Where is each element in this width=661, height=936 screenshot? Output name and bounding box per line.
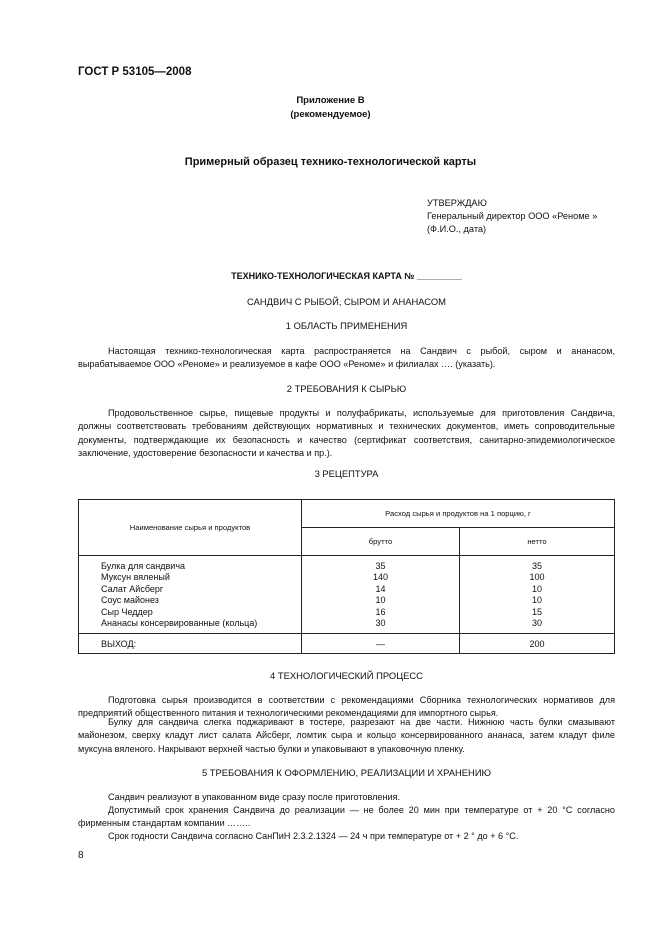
table-cell-brutto: 35 [375,561,386,571]
section-5-heading: 5 ТРЕБОВАНИЯ К ОФОРМЛЕНИЮ, РЕАЛИЗАЦИИ И ХРАНЕНИЮ [201,767,492,778]
table-cell-netto: 35 [531,561,542,571]
col-brutto-header: брутто [302,528,460,556]
table-cell-netto: 100 [529,572,545,583]
section-2-text: Продовольственное сырье, пищевые продукты и полуфабрикаты, используемые для приготовления Сандвича, должны соответствовать требованиям действующих нормативных и технических документов, иметь сопроводительные документы, подтверждающие их безопасность и качество (сертификат соответствия, санитарно-эпидемиологическое заключение, удостоверение безопасности и качества и пр.). [78,408,615,459]
col-usage-header: Расход сырья и продуктов на 1 порцию, г [302,500,615,528]
section-5-paragraph-1: Сандвич реализуют в упакованном виде сразу после приготовления. [108,792,401,802]
approval-word: УТВЕРЖДАЮ [427,198,487,208]
page-number: 8 [78,850,84,861]
ingredient-names [79,556,302,634]
section-1-text: Настоящая технико-технологическая карта распространяется на Сандвич с рыбой, сыром и ананасом, вырабатываемое ООО «Реноме» и реализуемое в кафе ООО «Реноме» и филиалах …. (указать). [78,346,615,370]
table-cell-brutto: 14 [375,583,386,594]
recipe-table [78,499,615,654]
document-code: ГОСТ Р 53105—2008 [78,66,192,78]
table-cell-brutto: 16 [375,606,386,617]
netto-values [460,556,615,634]
table-cell-netto: 10 [531,595,542,606]
section-3-heading: 3 РЕЦЕПТУРА [314,468,379,479]
approval-signature-note: (Ф.И.О., дата) [427,224,487,234]
table-row-name: Ананасы консервированные (кольца) [101,617,258,628]
table-cell-netto: 15 [531,606,542,617]
table-row-name: Булка для сандвича [101,561,186,571]
table-cell-brutto: 10 [375,595,386,606]
table-cell-netto: 30 [531,617,542,628]
card-title: ТЕХНИКО-ТЕХНОЛОГИЧЕСКАЯ КАРТА № _________ [231,271,462,281]
main-title: Примерный образец технико-технологической карты [184,156,477,168]
col-netto-header: нетто [460,528,615,556]
section-4-heading: 4 ТЕХНОЛОГИЧЕСКИЙ ПРОЦЕСС [270,670,423,681]
table-row-name: Соус майонез [101,595,159,606]
table-row-name: Сыр Чеддер [101,606,153,617]
section-4-paragraph-2: Булку для сандвича слегка поджаривают в тостере, разрезают на две части. Нижнюю часть булки смазывают майонезом, сверху кладут лист салата Айсберг, ломтик сыра и кольцо консервированного ананаса, затем кладут филе муксуна вяленого. Накрывают верхней частью булки и упаковывают в упаковочную пленку. [78,717,615,754]
table-cell-netto: 10 [531,583,542,594]
section-5-paragraph-3: Срок годности Сандвича согласно СанПиН 2.3.2.1324 — 24 ч при температуре от + 2 ° до + 6 °С. [108,831,519,841]
annex-subtitle: (рекомендуемое) [290,109,371,120]
output-brutto: — [302,634,460,654]
output-label: ВЫХОД: [79,634,302,654]
col-name-header: Наименование сырья и продуктов [79,500,302,556]
annex-title: Приложение В [296,95,365,106]
table-cell-brutto: 30 [375,617,386,628]
section-4-paragraph-1: Подготовка сырья производится в соответствии с рекомендациями Сборника технологических нормативов для предприятий общественного питания и технологическими рекомендациями для импортного сырья. [78,695,615,719]
table-cell-brutto: 140 [372,572,389,583]
brutto-values [302,556,460,634]
approval-position: Генеральный директор ООО «Реноме » [427,211,598,221]
section-2-heading: 2 ТРЕБОВАНИЯ К СЫРЬЮ [286,383,407,394]
section-5-paragraph-2: Допустимый срок хранения Сандвича до реализации — не более 20 мин при температуре от + 20 °С согласно фирменным стандартам компании …….. [78,805,615,829]
product-name: САНДВИЧ С РЫБОЙ, СЫРОМ И АНАНАСОМ [247,296,446,307]
table-row-name: Муксун вяленый [101,572,170,583]
output-netto: 200 [460,634,615,654]
section-1-heading: 1 ОБЛАСТЬ ПРИМЕНЕНИЯ [285,320,408,331]
table-row-name: Салат Айсберг [101,583,164,594]
